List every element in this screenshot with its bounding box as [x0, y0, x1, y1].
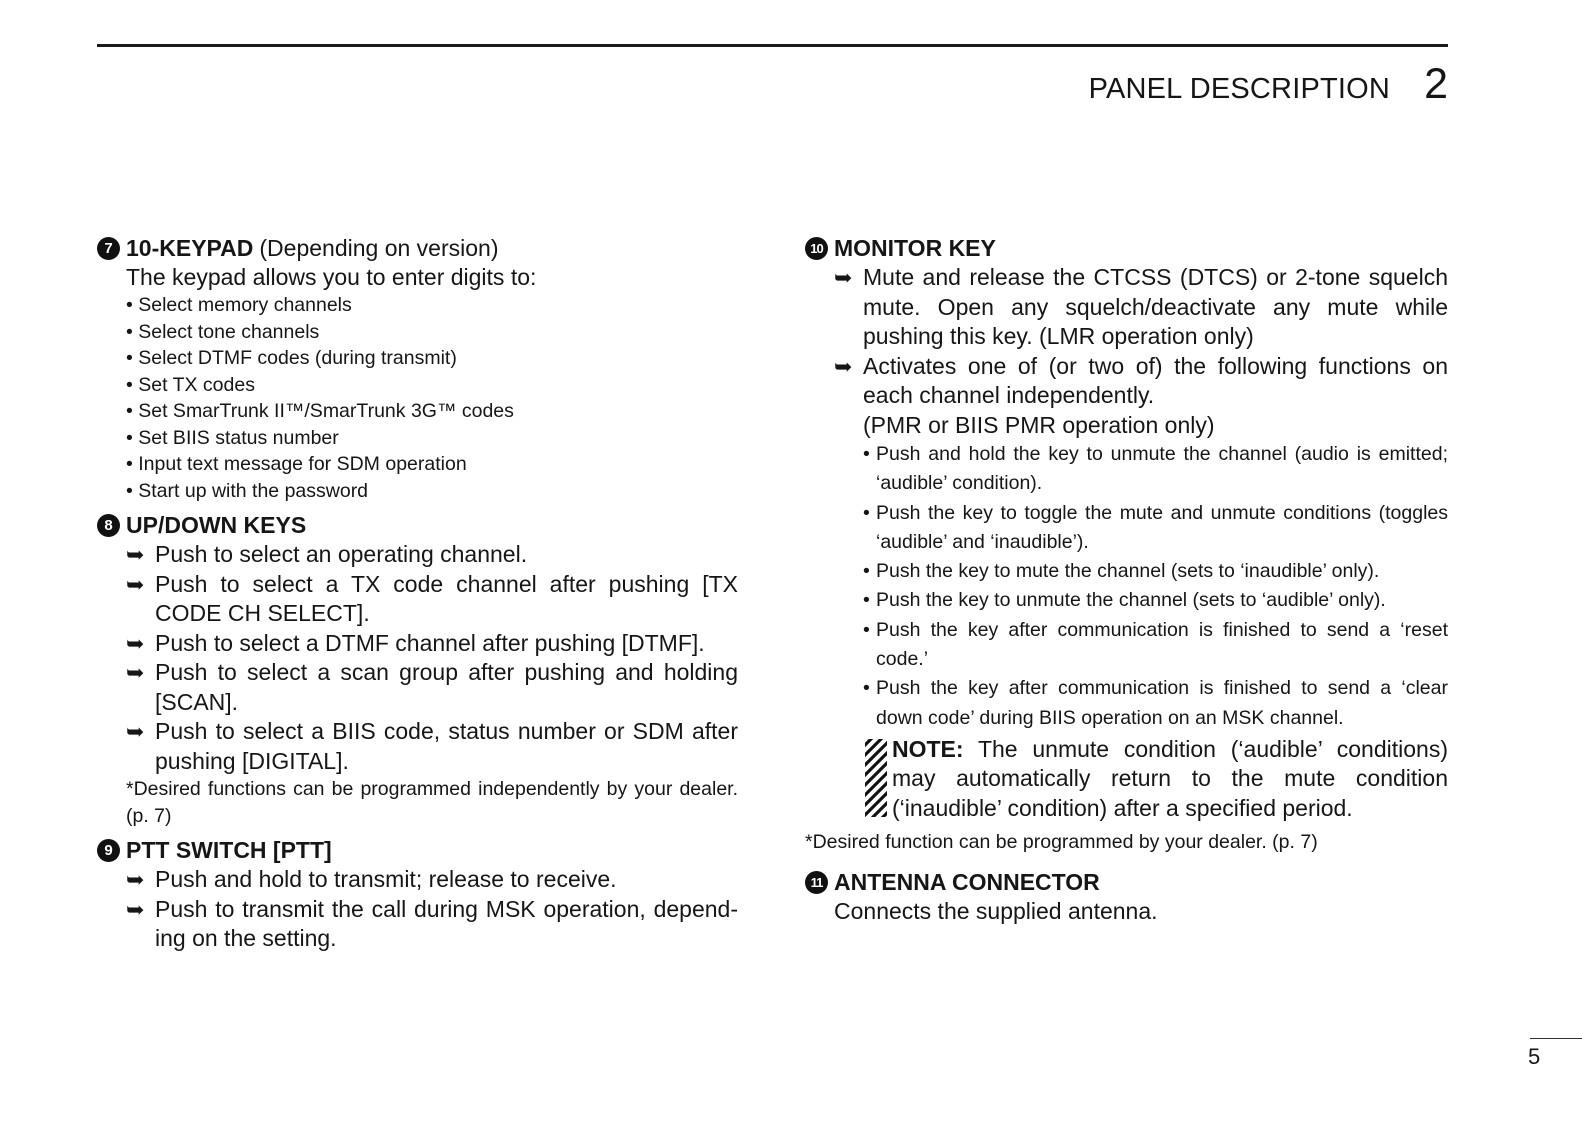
arrow-icon: ➥ [126, 719, 145, 744]
right-column [805, 234, 1448, 933]
arrow-item-text: Push and hold to transmit; release to receive. [155, 866, 617, 892]
arrow-item [126, 570, 738, 629]
section-heading [97, 836, 738, 865]
arrow-icon: ➥ [126, 896, 145, 922]
note-hatch-icon [863, 739, 892, 819]
section-ptt-switch [97, 836, 738, 954]
arrow-icon: ➥ [126, 542, 145, 567]
arrow-item-text: Mute and release the CTCSS (DTCS) or 2-tone squelch mute. Open any squelch/deactivate any mute while pushing this key. (LMR operation only) [863, 264, 1448, 349]
list-item: • Push the key after communication is finished to send a ‘clear down code’ during BIIS operation on an MSK channel. [863, 677, 1448, 729]
arrow-icon: ➥ [126, 660, 145, 685]
arrow-item [126, 895, 738, 954]
section-heading [805, 868, 1448, 897]
section-heading [97, 511, 738, 540]
left-column [97, 234, 738, 961]
operation-scope-note: (PMR or BIIS PMR operation only) [863, 411, 1215, 438]
arrow-icon: ➥ [126, 867, 145, 892]
list-item: • Push the key after communication is finished to send a ‘reset code.’ [863, 618, 1448, 671]
arrow-item [126, 865, 738, 895]
arrow-item-text: Push to select a BIIS code, status number or SDM after pushing [DIGITAL]. [155, 718, 738, 774]
list-item: • Set SmarTrunk II™/SmarTrunk 3G™ codes [126, 400, 514, 422]
heading-title: PTT SWITCH [PTT] [126, 837, 332, 863]
arrow-icon: ➥ [834, 353, 853, 379]
list-item: • Select memory channels [126, 294, 352, 316]
list-item: • Push the key to mute the channel (sets to ‘inaudible’ only). [863, 560, 1380, 583]
item-number-badge: 10 [805, 237, 828, 260]
sub-bullet-list [863, 440, 1448, 733]
note-label: NOTE: [892, 735, 964, 762]
bullet-list [126, 292, 738, 504]
page-number-rule [1530, 1038, 1582, 1039]
section-heading [97, 234, 738, 263]
arrow-item [126, 540, 738, 570]
heading-title: UP/DOWN KEYS [126, 512, 307, 538]
section-intro: Connects the supplied antenna. [834, 897, 1158, 924]
heading-title: MONITOR KEY [834, 235, 996, 261]
list-item: • Input text message for SDM operation [126, 453, 467, 475]
section-title: PANEL DESCRIPTION [1088, 73, 1391, 105]
arrow-item-text: Push to transmit the call during MSK operation, depend-ing on the setting. [155, 895, 738, 951]
list-item: • Select tone channels [126, 320, 320, 343]
note-text [892, 735, 1448, 824]
page-number: 5 [1528, 1044, 1541, 1069]
arrow-item [834, 263, 1448, 352]
item-number-badge: 8 [97, 514, 120, 537]
list-item: • Push the key to unmute the channel (sets to ‘audible’ only). [863, 589, 1386, 612]
item-number-badge: 7 [97, 237, 120, 260]
list-item: • Set TX codes [126, 373, 255, 396]
section-antenna-connector [805, 868, 1448, 926]
page-header [1089, 60, 1448, 109]
footnote: *Desired function can be programmed by your dealer. (p. 7) [805, 831, 1318, 854]
arrow-icon: ➥ [126, 571, 145, 597]
list-item: • Select DTMF codes (during transmit) [126, 347, 457, 369]
top-rule [97, 44, 1448, 47]
arrow-item [834, 352, 1448, 411]
arrow-item-text: Activates one of (or two of) the following functions on each channel independently. [863, 352, 1448, 408]
section-heading [805, 234, 1448, 263]
arrow-item-text: Push to select an operating channel. [155, 541, 528, 567]
list-item: • Set BIIS status number [126, 426, 339, 449]
note-box [863, 735, 1448, 824]
item-number-badge: 9 [97, 839, 120, 862]
arrow-item [126, 658, 738, 717]
arrow-item-text: Push to select a DTMF channel after pushing [DTMF]. [155, 629, 705, 656]
section-up-down-keys [97, 511, 738, 829]
section-10-keypad [97, 234, 738, 504]
arrow-icon: ➥ [126, 630, 145, 656]
item-number-badge: 11 [805, 871, 828, 894]
arrow-icon: ➥ [834, 265, 853, 290]
section-monitor-key [805, 234, 1448, 856]
heading-subtitle: (Depending on version) [259, 235, 499, 261]
arrow-item [126, 629, 738, 659]
heading-title: 10-KEYPAD [126, 235, 254, 261]
footnote: *Desired functions can be programmed independently by your dealer. (p. 7) [126, 778, 738, 827]
arrow-item-text: Push to select a scan group after pushing and holding [SCAN]. [155, 659, 738, 715]
arrow-item-text: Push to select a TX code channel after pushing [TX CODE CH SELECT]. [155, 570, 738, 626]
section-intro: The keypad allows you to enter digits to: [126, 264, 537, 290]
chapter-number: 2 [1424, 60, 1448, 108]
arrow-item [126, 717, 738, 776]
list-item: • Push the key to toggle the mute and unmute conditions (toggles ‘audible’ and ‘inaudible’). [863, 501, 1448, 553]
heading-title: ANTENNA CONNECTOR [834, 868, 1100, 895]
list-item: • Start up with the password [126, 479, 369, 502]
list-item: • Push and hold the key to unmute the channel (audio is emitted; ‘audible’ condition). [863, 443, 1448, 495]
note-body: The unmute condition (‘audible’ conditions) may automatically return to the mute condition (‘inaudible’ condition) after a specified period. [892, 735, 1448, 821]
